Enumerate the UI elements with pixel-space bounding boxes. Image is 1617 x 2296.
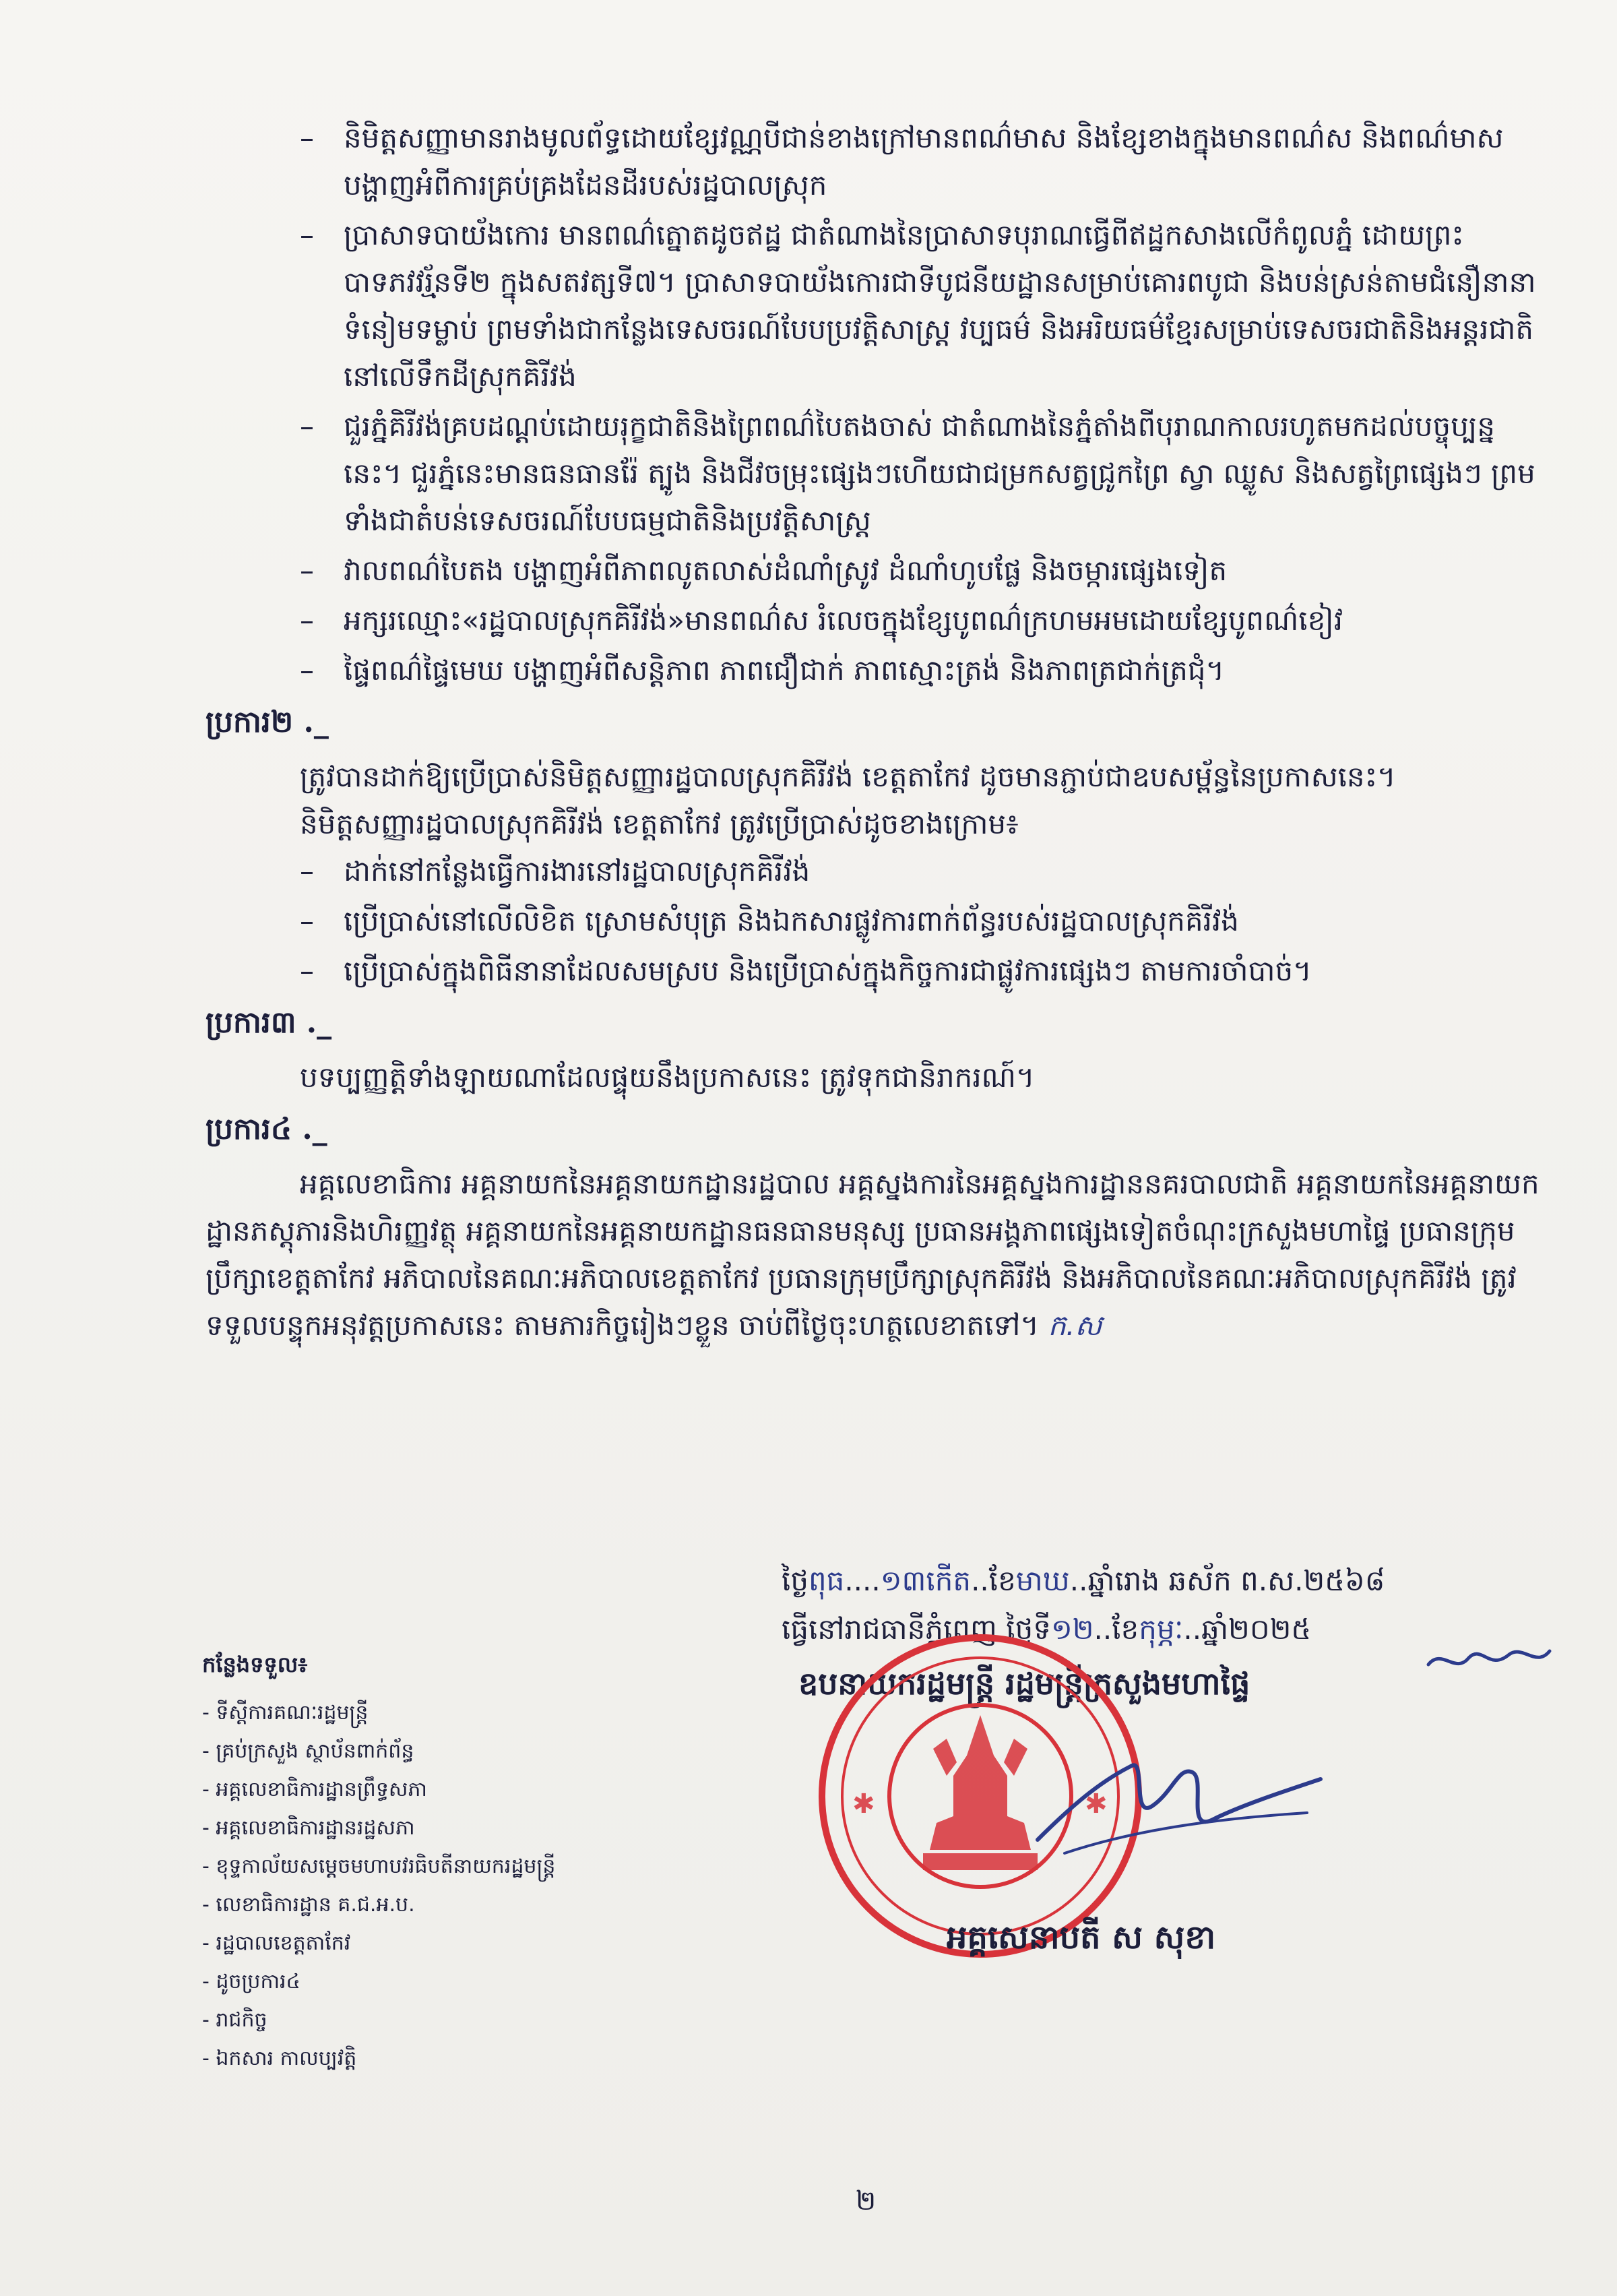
article2-bullet: – ប្រើប្រាស់ក្នុងពិធីនានាដែលសមស្រប និងប្រើប្រាស់ក្នុងកិច្ចការជាផ្លូវការផ្សេងៗ តាមការចាំបាច់។ bbox=[205, 948, 1540, 995]
solar-day: ១២ bbox=[1050, 1613, 1094, 1646]
solar-date-line: ធ្វើនៅរាជធានីភ្នំពេញ ថ្ងៃទី១២..ខែកុម្ភៈ..ឆ្នាំ២០២៥ bbox=[782, 1613, 1312, 1646]
article2-bullet: – ប្រើប្រាស់នៅលើលិខិត ស្រោមសំបុត្រ និងឯកសារផ្លូវការពាក់ព័ន្ធរបស់រដ្ឋបាលស្រុកគិរីវង់ bbox=[205, 898, 1540, 945]
article1-bullet: – ប្រាសាទបាយ័ងកោរ មានពណ៌ត្នោតដូចឥដ្ឋ ជាតំណាងនៃប្រាសាទបុរាណធ្វើពីឥដ្ឋកសាងលើកំពូលភ្នំ ដោយព្រះបាទភវវរ្ម័នទី២ ក្នុងសតវត្សទី៧។ ប្រាសាទបាយ័ងកោរជាទីបូជនីយដ្ឋានសម្រាប់គោរពបូជា និងបន់ស្រន់តាមជំនឿនានា ទំនៀមទម្លាប់ ព្រមទាំងជាកន្លែងទេសចរណ៍បែបប្រវត្តិសាស្ត្រ វប្បធម៌ និងអរិយធម៌ខ្មែរសម្រាប់ទេសចរជាតិនិងអន្តរជាតិនៅលើទឹកដីស្រុកគិរីវង់ bbox=[205, 212, 1540, 400]
recipients-list bbox=[202, 1694, 674, 2078]
lunar-day: ពុធ bbox=[808, 1564, 845, 1597]
initials-mark-icon bbox=[1422, 1634, 1556, 1681]
article2-bullet: – ដាក់នៅកន្លែងធ្វើការងារនៅរដ្ឋបាលស្រុកគិរីវង់ bbox=[205, 848, 1540, 895]
recipient-item: - គ្រប់ក្រសួង ស្ថាប័នពាក់ព័ន្ធ bbox=[202, 1732, 674, 1770]
solar-month: កុម្ភៈ bbox=[1139, 1613, 1184, 1646]
article4-heading: ប្រការ៤ ._ bbox=[205, 1112, 327, 1146]
article1-bullet: – វាលពណ៌បៃតង បង្ហាញអំពីភាពលូតលាស់ដំណាំស្រូវ ដំណាំហូបផ្លែ និងចម្ការផ្សេងទៀត bbox=[205, 547, 1540, 594]
svg-text:✱: ✱ bbox=[852, 1789, 875, 1820]
lunar-month: មាឃ bbox=[1015, 1564, 1070, 1597]
article1-bullet: – ផ្ទៃពណ៌ផ្ទៃមេឃ បង្ហាញអំពីសន្តិភាព ភាពជឿជាក់ ភាពស្មោះត្រង់ និងភាពត្រជាក់ត្រជុំ។ bbox=[205, 647, 1540, 694]
recipients-title: កន្លែងទទួល៖ bbox=[202, 1652, 308, 1677]
recipient-item: - រាជកិច្ច bbox=[202, 2001, 674, 2039]
handwritten-signature-icon bbox=[1024, 1739, 1334, 1873]
lunar-suffix: ឆ្នាំរោង ឆស័ក ព.ស.២៥៦៨ bbox=[1087, 1564, 1385, 1597]
recipient-item: - ទីស្តីការគណៈរដ្ឋមន្ត្រី bbox=[202, 1694, 674, 1732]
article3-heading: ប្រការ៣ ._ bbox=[205, 1005, 332, 1040]
page-number: ២ bbox=[856, 2185, 877, 2216]
document-body bbox=[205, 115, 1540, 1349]
article4-initial: ក.ស bbox=[1048, 1309, 1102, 1342]
place-prefix: ធ្វើនៅរាជធានីភ្នំពេញ bbox=[782, 1613, 997, 1646]
article2-usage-intro: និមិត្តសញ្ញារដ្ឋបាលស្រុកគិរីវង់ ខេត្តតាកែវ ត្រូវប្រើប្រាស់ដូចខាងក្រោម៖ bbox=[300, 807, 1019, 840]
article4-text: អគ្គលេខាធិការ អគ្គនាយកនៃអគ្គនាយកដ្ឋានរដ្ឋបាល អគ្គស្នងការនៃអគ្គស្នងការដ្ឋាននគរបាលជាតិ អគ្គនាយកនៃអគ្គនាយកដ្ឋានភស្តុភារនិងហិរញ្ញវត្ថុ អគ្គនាយកនៃអគ្គនាយកដ្ឋានធនធានមនុស្ស ប្រធានអង្គភាពផ្សេងទៀតចំណុះក្រសួងមហាផ្ទៃ ប្រធានក្រុមប្រឹក្សាខេត្តតាកែវ អភិបាលនៃគណៈអភិបាលខេត្តតាកែវ ប្រធានក្រុមប្រឹក្សាស្រុកគិរីវង់ និងអភិបាលនៃគណៈអភិបាលស្រុកគិរីវង់ ត្រូវទទួលបន្ទុកអនុវត្តប្រកាសនេះ តាមភារកិច្ចរៀងៗខ្លួន ចាប់ពីថ្ងៃចុះហត្ថលេខាតទៅ។ bbox=[205, 1167, 1540, 1342]
lunar-month-label: ខែ bbox=[988, 1564, 1016, 1597]
recipient-item: - លេខាធិការដ្ឋាន គ.ជ.អ.ប. bbox=[202, 1886, 674, 1924]
recipient-item: - អគ្គលេខាធិការដ្ឋានព្រឹទ្ធសភា bbox=[202, 1770, 674, 1809]
article3-paragraph: បទប្បញ្ញត្តិទាំងឡាយណាដែលផ្ទុយនឹងប្រកាសនេះ ត្រូវទុកជានិរាករណ៍។ bbox=[300, 1061, 1035, 1094]
lunar-prefix: ថ្ងៃ bbox=[782, 1564, 808, 1597]
svg-text:✱: ✱ bbox=[1085, 1789, 1108, 1820]
recipients-block bbox=[202, 1651, 674, 2078]
recipient-item: - ដូចប្រការ៤ bbox=[202, 1962, 674, 2001]
recipient-item: - ខុទ្ទកាល័យសម្តេចមហាបវរធិបតីនាយករដ្ឋមន្ត្រី bbox=[202, 1847, 674, 1886]
recipient-item: - រដ្ឋបាលខេត្តតាកែវ bbox=[202, 1924, 674, 1962]
article1-bullet: – ជួរភ្នំគិរីវង់គ្របដណ្តប់ដោយរុក្ខជាតិនិងព្រៃពណ៌បៃតងចាស់ ជាតំណាងនៃភ្នំតាំងពីបុរាណកាលរហូតមកដល់បច្ចុប្បន្ននេះ។ ជួរភ្នំនេះមានធនធានរ៉ែ ត្បូង និងជីវចម្រុះផ្សេងៗហើយជាជម្រកសត្វជ្រូកព្រៃ ស្វា ឈ្លូស និងសត្វព្រៃផ្សេងៗ ព្រមទាំងជាតំបន់ទេសចរណ៍បែបធម្មជាតិនិងប្រវត្តិសាស្ត្រ bbox=[205, 403, 1540, 545]
lunar-date-line: ថ្ងៃពុធ....១៣កើត..ខែមាឃ..ឆ្នាំរោង ឆស័ក ព.ស.២៥៦៨ bbox=[782, 1564, 1385, 1597]
article4-paragraph bbox=[205, 1160, 1540, 1349]
solar-year: ឆ្នាំ២០២៥ bbox=[1201, 1613, 1312, 1646]
solar-day-label: ថ្ងៃទី bbox=[1006, 1613, 1051, 1646]
lunar-middle: ១៣កើត bbox=[880, 1564, 972, 1597]
signatory-name: អគ្គសេនាបតី ស សុខា bbox=[947, 1919, 1216, 1956]
article2-heading: ប្រការ២ ._ bbox=[205, 705, 329, 739]
article1-bullet: – អក្សរឈ្មោះ«រដ្ឋបាលស្រុកគិរីវង់»មានពណ៌ស រំលេចក្នុងខ្សែបូពណ៌ក្រហមអមដោយខ្សែបូពណ៌ខៀវ bbox=[205, 597, 1540, 644]
recipient-item: - អគ្គលេខាធិការដ្ឋានរដ្ឋសភា bbox=[202, 1809, 674, 1847]
recipient-item: - ឯកសារ កាលប្បវត្តិ bbox=[202, 2039, 674, 2078]
article2-bullet-list bbox=[205, 848, 1540, 995]
article1-bullet-list bbox=[205, 115, 1540, 694]
article2-paragraph: ត្រូវបានដាក់ឱ្យប្រើប្រាស់និមិត្តសញ្ញារដ្ឋបាលស្រុកគិរីវង់ ខេត្តតាកែវ ដូចមានភ្ជាប់ជាឧបសម្ព័ន្ធនៃប្រកាសនេះ។ bbox=[300, 760, 1396, 793]
article1-bullet: – និមិត្តសញ្ញាមានរាងមូលព័ទ្ធដោយខ្សែវណ្ណបីជាន់ខាងក្រៅមានពណ៌មាស និងខ្សែខាងក្នុងមានពណ៌ស និងពណ៌មាស បង្ហាញអំពីការគ្រប់គ្រងដែនដីរបស់រដ្ឋបាលស្រុក bbox=[205, 115, 1540, 209]
signatory-title: ឧបនាយករដ្ឋមន្ត្រី រដ្ឋមន្ត្រីក្រសួងមហាផ្ទៃ bbox=[798, 1665, 1250, 1702]
solar-month-label: ខែ bbox=[1112, 1613, 1139, 1646]
